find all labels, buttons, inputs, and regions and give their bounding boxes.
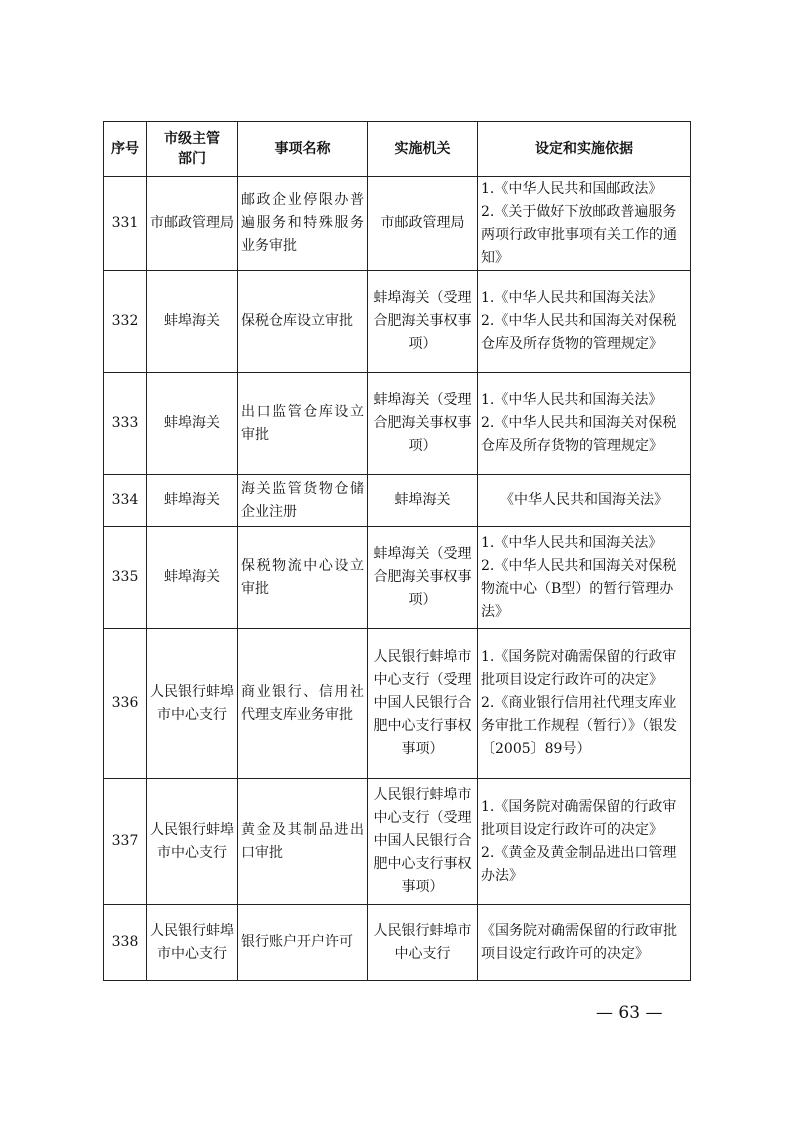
row-department: 蚌埠海关 xyxy=(147,373,238,475)
table-row xyxy=(104,177,691,271)
row-item-name: 银行账户开户许可 xyxy=(238,905,368,981)
basis-line: 2.《黄金及黄金制品进出口管理办法》 xyxy=(481,844,677,884)
basis-line: 《中华人民共和国海关法》 xyxy=(500,492,668,508)
row-number: 336 xyxy=(104,629,147,779)
table-header-row xyxy=(104,122,691,177)
row-number: 331 xyxy=(104,177,147,271)
row-item-name: 黄金及其制品进出口审批 xyxy=(238,779,368,905)
header-dept: 市级主管部门 xyxy=(147,122,238,177)
row-basis xyxy=(478,779,691,905)
row-basis xyxy=(478,527,691,629)
basis-line: 2.《中华人民共和国海关对保税仓库及所存货物的管理规定》 xyxy=(481,415,677,454)
basis-line: 1.《中华人民共和国海关法》 xyxy=(481,392,663,408)
row-implementing-org: 蚌埠海关（受理合肥海关事权事项） xyxy=(368,373,478,475)
basis-line: 《国务院对确需保留的行政审批项目设定行政许可的决定》 xyxy=(481,922,677,962)
row-number: 338 xyxy=(104,905,147,981)
table-row xyxy=(104,475,691,527)
header-basis: 设定和实施依据 xyxy=(478,122,691,177)
basis-line: 1.《中华人民共和国海关法》 xyxy=(481,534,663,551)
table-row xyxy=(104,373,691,475)
row-item-name: 出口监管仓库设立审批 xyxy=(238,373,368,475)
header-org: 实施机关 xyxy=(368,122,478,177)
basis-line: 1.《中华人民共和国邮政法》 xyxy=(481,180,663,197)
row-number: 333 xyxy=(104,373,147,475)
row-basis xyxy=(478,475,691,527)
row-basis xyxy=(478,629,691,779)
row-number: 334 xyxy=(104,475,147,527)
row-department: 市邮政管理局 xyxy=(147,177,238,271)
table-row xyxy=(104,905,691,981)
table-row xyxy=(104,271,691,373)
row-item-name: 海关监管货物仓储企业注册 xyxy=(238,475,368,527)
row-item-name: 邮政企业停限办普遍服务和特殊服务业务审批 xyxy=(238,177,368,271)
basis-line: 2.《中华人民共和国海关对保税仓库及所存货物的管理规定》 xyxy=(481,313,677,352)
row-basis xyxy=(478,271,691,373)
row-number: 335 xyxy=(104,527,147,629)
row-department: 蚌埠海关 xyxy=(147,271,238,373)
row-item-name: 保税物流中心设立审批 xyxy=(238,527,368,629)
row-number: 332 xyxy=(104,271,147,373)
row-implementing-org: 蚌埠海关（受理合肥海关事权事项） xyxy=(368,527,478,629)
table-row xyxy=(104,527,691,629)
row-item-name: 商业银行、信用社代理支库业务审批 xyxy=(238,629,368,779)
row-basis xyxy=(478,373,691,475)
header-item: 事项名称 xyxy=(238,122,368,177)
row-implementing-org: 人民银行蚌埠市中心支行（受理中国人民银行合肥中心支行事权事项） xyxy=(368,779,478,905)
basis-line: 1.《中华人民共和国海关法》 xyxy=(481,290,663,306)
row-number: 337 xyxy=(104,779,147,905)
row-department: 蚌埠海关 xyxy=(147,475,238,527)
basis-line: 1.《国务院对确需保留的行政审批项目设定行政许可的决定》 xyxy=(481,798,677,838)
basis-line: 1.《国务院对确需保留的行政审批项目设定行政许可的决定》 xyxy=(481,649,677,688)
row-basis xyxy=(478,905,691,981)
table-row xyxy=(104,629,691,779)
row-implementing-org: 人民银行蚌埠市中心支行（受理中国人民银行合肥中心支行事权事项） xyxy=(368,629,478,779)
row-basis xyxy=(478,177,691,271)
row-item-name: 保税仓库设立审批 xyxy=(238,271,368,373)
table-row xyxy=(104,779,691,905)
row-department: 人民银行蚌埠市中心支行 xyxy=(147,629,238,779)
row-implementing-org: 蚌埠海关（受理合肥海关事权事项） xyxy=(368,271,478,373)
approval-items-table xyxy=(103,121,691,981)
header-no: 序号 xyxy=(104,122,147,177)
row-implementing-org: 蚌埠海关 xyxy=(368,475,478,527)
row-department: 蚌埠海关 xyxy=(147,527,238,629)
page-number: — 63 — xyxy=(596,1003,663,1023)
row-implementing-org: 市邮政管理局 xyxy=(368,177,478,271)
basis-line: 2.《中华人民共和国海关对保税物流中心（B型）的暂行管理办法》 xyxy=(481,557,677,620)
basis-line: 2.《关于做好下放邮政普遍服务两项行政审批事项有关工作的通知》 xyxy=(481,203,677,266)
basis-line: 2.《商业银行信用社代理支库业务审批工作规程（暂行）》（银发〔2005〕89号） xyxy=(481,695,677,757)
row-implementing-org: 人民银行蚌埠市中心支行 xyxy=(368,905,478,981)
row-department: 人民银行蚌埠市中心支行 xyxy=(147,779,238,905)
row-department: 人民银行蚌埠市中心支行 xyxy=(147,905,238,981)
